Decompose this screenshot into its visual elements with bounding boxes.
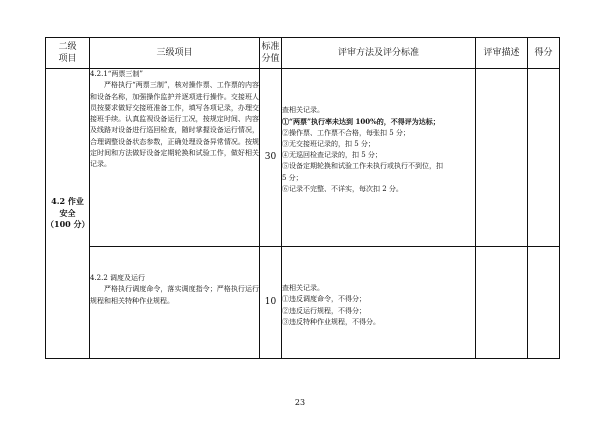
- review-description-cell[interactable]: [476, 69, 528, 247]
- criteria-line: ①违反调度命令，不得分；: [282, 295, 366, 304]
- criteria-cell: [282, 247, 476, 359]
- criteria-line: ④无巡回检查记录的，扣 5 分；: [282, 151, 382, 160]
- header-category: [46, 38, 90, 69]
- evaluation-table: [45, 37, 560, 359]
- criteria-line: 5 分；: [282, 173, 303, 182]
- header-score-line2: 分值: [261, 54, 280, 64]
- criteria-line: ③无交接班记录的，扣 5 分；: [282, 139, 375, 148]
- points-cell[interactable]: [528, 247, 560, 359]
- page-number: 23: [294, 398, 306, 407]
- category-line1: 4.2 作业: [51, 196, 84, 207]
- criteria-lead: 查相关记录。: [282, 284, 324, 292]
- item-text: 严格执行调度命令，落实调度指令；严格执行运行规程和相关特种作业规程。: [90, 285, 259, 305]
- criteria-line: ⑤设备定期轮换和试验工作未执行或执行不到位，扣: [282, 162, 443, 171]
- header-method: 评审方法及评分标准: [282, 38, 476, 69]
- category-cell: [46, 69, 90, 359]
- criteria-line: ⑥记录不完整、不详实，每次扣 2 分。: [282, 185, 403, 194]
- criteria-lead: 查相关记录。: [282, 106, 324, 114]
- header-score-line1: 标准: [261, 42, 280, 52]
- item-number: 4.2.1“两票三制”: [90, 70, 143, 78]
- criteria-cell: [282, 69, 476, 247]
- score-cell: 10: [260, 247, 282, 359]
- points-cell[interactable]: [528, 69, 560, 247]
- criteria-line: ②违反运行规程，不得分；: [282, 306, 366, 315]
- criteria-line: ②操作票、工作票不合格，每张扣 5 分；: [282, 128, 410, 137]
- header-score: [260, 38, 282, 69]
- item-number: 4.2.2 调度及运行: [90, 274, 146, 282]
- score-cell: 30: [260, 69, 282, 247]
- review-description-cell[interactable]: [476, 247, 528, 359]
- header-points: 得分: [528, 38, 560, 69]
- category-line2: 安全: [59, 207, 76, 218]
- category-line3: （100 分）: [46, 219, 90, 230]
- header-category-line1: 二级: [58, 42, 77, 52]
- criteria-line: ③违反特种作业规程，不得分。: [282, 317, 380, 326]
- table-row: [46, 69, 560, 247]
- criteria-line: ①“两票”执行率未达到 100%的，不得评为达标；: [282, 117, 440, 127]
- item-cell: [90, 247, 260, 359]
- table-row: [46, 247, 560, 359]
- header-description: 评审描述: [476, 38, 528, 69]
- item-cell: [90, 69, 260, 247]
- item-text: 严格执行“两票三制”，核对操作票、工作票的内容和设备名称，加强操作监护并逐项进行操作。交接班人员按要求做好交接班准备工作，填写各项记录，办理交接班手续。认真监视设备运行工况，按规定时间、内容及线路对设备进行巡回检查，随时掌握设备运行情况，合理调整设备状态参数，正确处理设备异常情况。按规定时间和方法做好设备定期轮换和试验工作，做好相关记录。: [90, 81, 259, 169]
- header-category-line2: 项目: [58, 54, 77, 64]
- table-header-row: [46, 38, 560, 69]
- header-item: 三级项目: [90, 38, 260, 69]
